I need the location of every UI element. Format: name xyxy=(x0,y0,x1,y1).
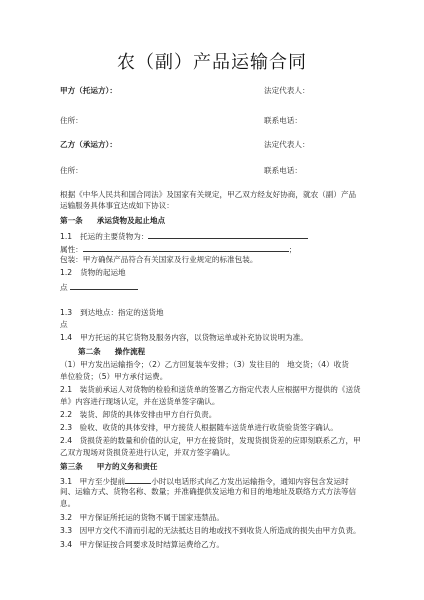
party-b-phone-label: 联系电话： xyxy=(264,166,302,175)
clause-3-2: 3.2 甲方保证所托运的货物不属于国家违禁品。 xyxy=(60,513,224,522)
party-a-phone-label: 联系电话： xyxy=(264,116,302,125)
clause-3-1-line-3: 息。 xyxy=(60,499,76,508)
article-2-heading xyxy=(78,347,145,357)
clause-1-1-text: 托运的主要货物为： xyxy=(80,232,149,241)
attribute-field[interactable] xyxy=(83,243,289,252)
clause-1-2-text: 货物的起运地 xyxy=(80,268,126,277)
clause-2-2: 2.2 装货、卸货的具体安排由甲方自行负责。 xyxy=(60,410,217,419)
clause-1-4 xyxy=(60,333,308,343)
clause-3-3: 3.3 因甲方交代不清而引起的无法抵达目的地或找不到收货人所造成的损失由甲方负责。 xyxy=(60,526,361,535)
party-b-address-label: 住所： xyxy=(60,166,83,175)
clause-3-1-line-2: 间、运输方式、货物名称、数量；并准确提供发运地方和目的地地址及联络方式方法等信 xyxy=(60,487,357,496)
flow-line-1: （1）甲方发出运输指令；（2）乙方回复装车安排；（3）发往目的 地交货；（4）收货 xyxy=(60,360,349,369)
party-a-label: 甲方（托运方）： xyxy=(60,86,117,95)
clause-2-3: 2.3 验收、收货的具体安排，甲方接货人根据随车送货单进行收货验货签字确认。 xyxy=(60,423,338,432)
article-1-title: 承运货物及起止地点 xyxy=(96,216,166,225)
party-b-label: 乙方（承运方）： xyxy=(60,140,117,149)
article-1-heading xyxy=(60,216,165,226)
clause-1-1-number: 1.1 xyxy=(60,232,73,241)
clause-3-1-text-b: 小时以电话形式向乙方发出运输指令，通知内容包含发运时 xyxy=(151,477,349,486)
article-3-title: 甲方的义务和责任 xyxy=(96,462,158,471)
destination-point-label: 点 xyxy=(60,320,68,329)
preamble-line-2: 运输服务具体事宜达成如下协议： xyxy=(60,201,174,210)
article-1-number: 第一条 xyxy=(60,216,83,225)
advance-hours-field[interactable] xyxy=(125,475,151,484)
party-a-rep-label: 法定代表人： xyxy=(264,86,310,95)
clause-1-4-text: 甲方托运的其它货物及服务内容，以货物运单或补充协议说明为准。 xyxy=(80,333,308,342)
attribute-label: 属性： xyxy=(60,245,83,254)
party-a-address-label: 住所： xyxy=(60,116,83,125)
attribute-end: ； xyxy=(288,245,297,254)
clause-1-3-text: 到达地点：指定的送货地 xyxy=(80,308,164,317)
clause-1-3 xyxy=(60,308,164,318)
document-title: 农（副）产品运输合同 xyxy=(117,52,307,73)
article-2-title: 操作流程 xyxy=(114,347,146,356)
clause-2-1-line-1: 2.1 装货前承运人对货物的检验和送货单的签署乙方指定代表人应根据甲方提供的《送货 xyxy=(60,385,361,394)
clause-1-2-number: 1.2 xyxy=(60,268,73,277)
clause-1-3-number: 1.3 xyxy=(60,308,73,317)
article-3-heading xyxy=(60,462,158,472)
clause-2-4-line-1: 2.4 货损货差的数量和价值的认定，甲方在接货时，发现货损货差的应即刻联系乙方，甲 xyxy=(60,436,361,445)
cargo-name-field[interactable] xyxy=(148,230,308,239)
packaging-line: 包装：甲方确保产品符合有关国家及行业规定的标准包装。 xyxy=(60,255,258,264)
clause-1-1 xyxy=(60,230,308,242)
attribute-line xyxy=(60,243,296,255)
origin-point-field[interactable] xyxy=(70,281,138,290)
clause-2-1-line-2: 单》内容进行现场认定，并在送货单签字确认。 xyxy=(60,397,220,406)
origin-point-label: 点 xyxy=(60,283,68,292)
preamble-line-1: 根据《中华人民共和国合同法》及国家有关规定，甲乙双方经友好协商，就农（副）产品 xyxy=(60,190,357,199)
origin-point-line xyxy=(60,281,138,293)
flow-line-2: 单位验货；（5）甲方承付运费。 xyxy=(60,372,168,381)
article-3-number: 第三条 xyxy=(60,462,83,471)
article-2-number: 第二条 xyxy=(78,347,101,356)
clause-3-1-text-a: 3.1 甲方至少提前 xyxy=(60,477,126,486)
clause-2-4-line-2: 乙双方现场对货损货差进行认定，并双方签字确认。 xyxy=(60,448,235,457)
clause-3-1-line-1 xyxy=(60,475,349,487)
clause-3-4: 3.4 甲方保证按合同要求及时结算运费给乙方。 xyxy=(60,540,224,549)
clause-1-2 xyxy=(60,268,126,278)
clause-1-4-number: 1.4 xyxy=(60,333,73,342)
party-b-rep-label: 法定代表人： xyxy=(264,140,310,149)
